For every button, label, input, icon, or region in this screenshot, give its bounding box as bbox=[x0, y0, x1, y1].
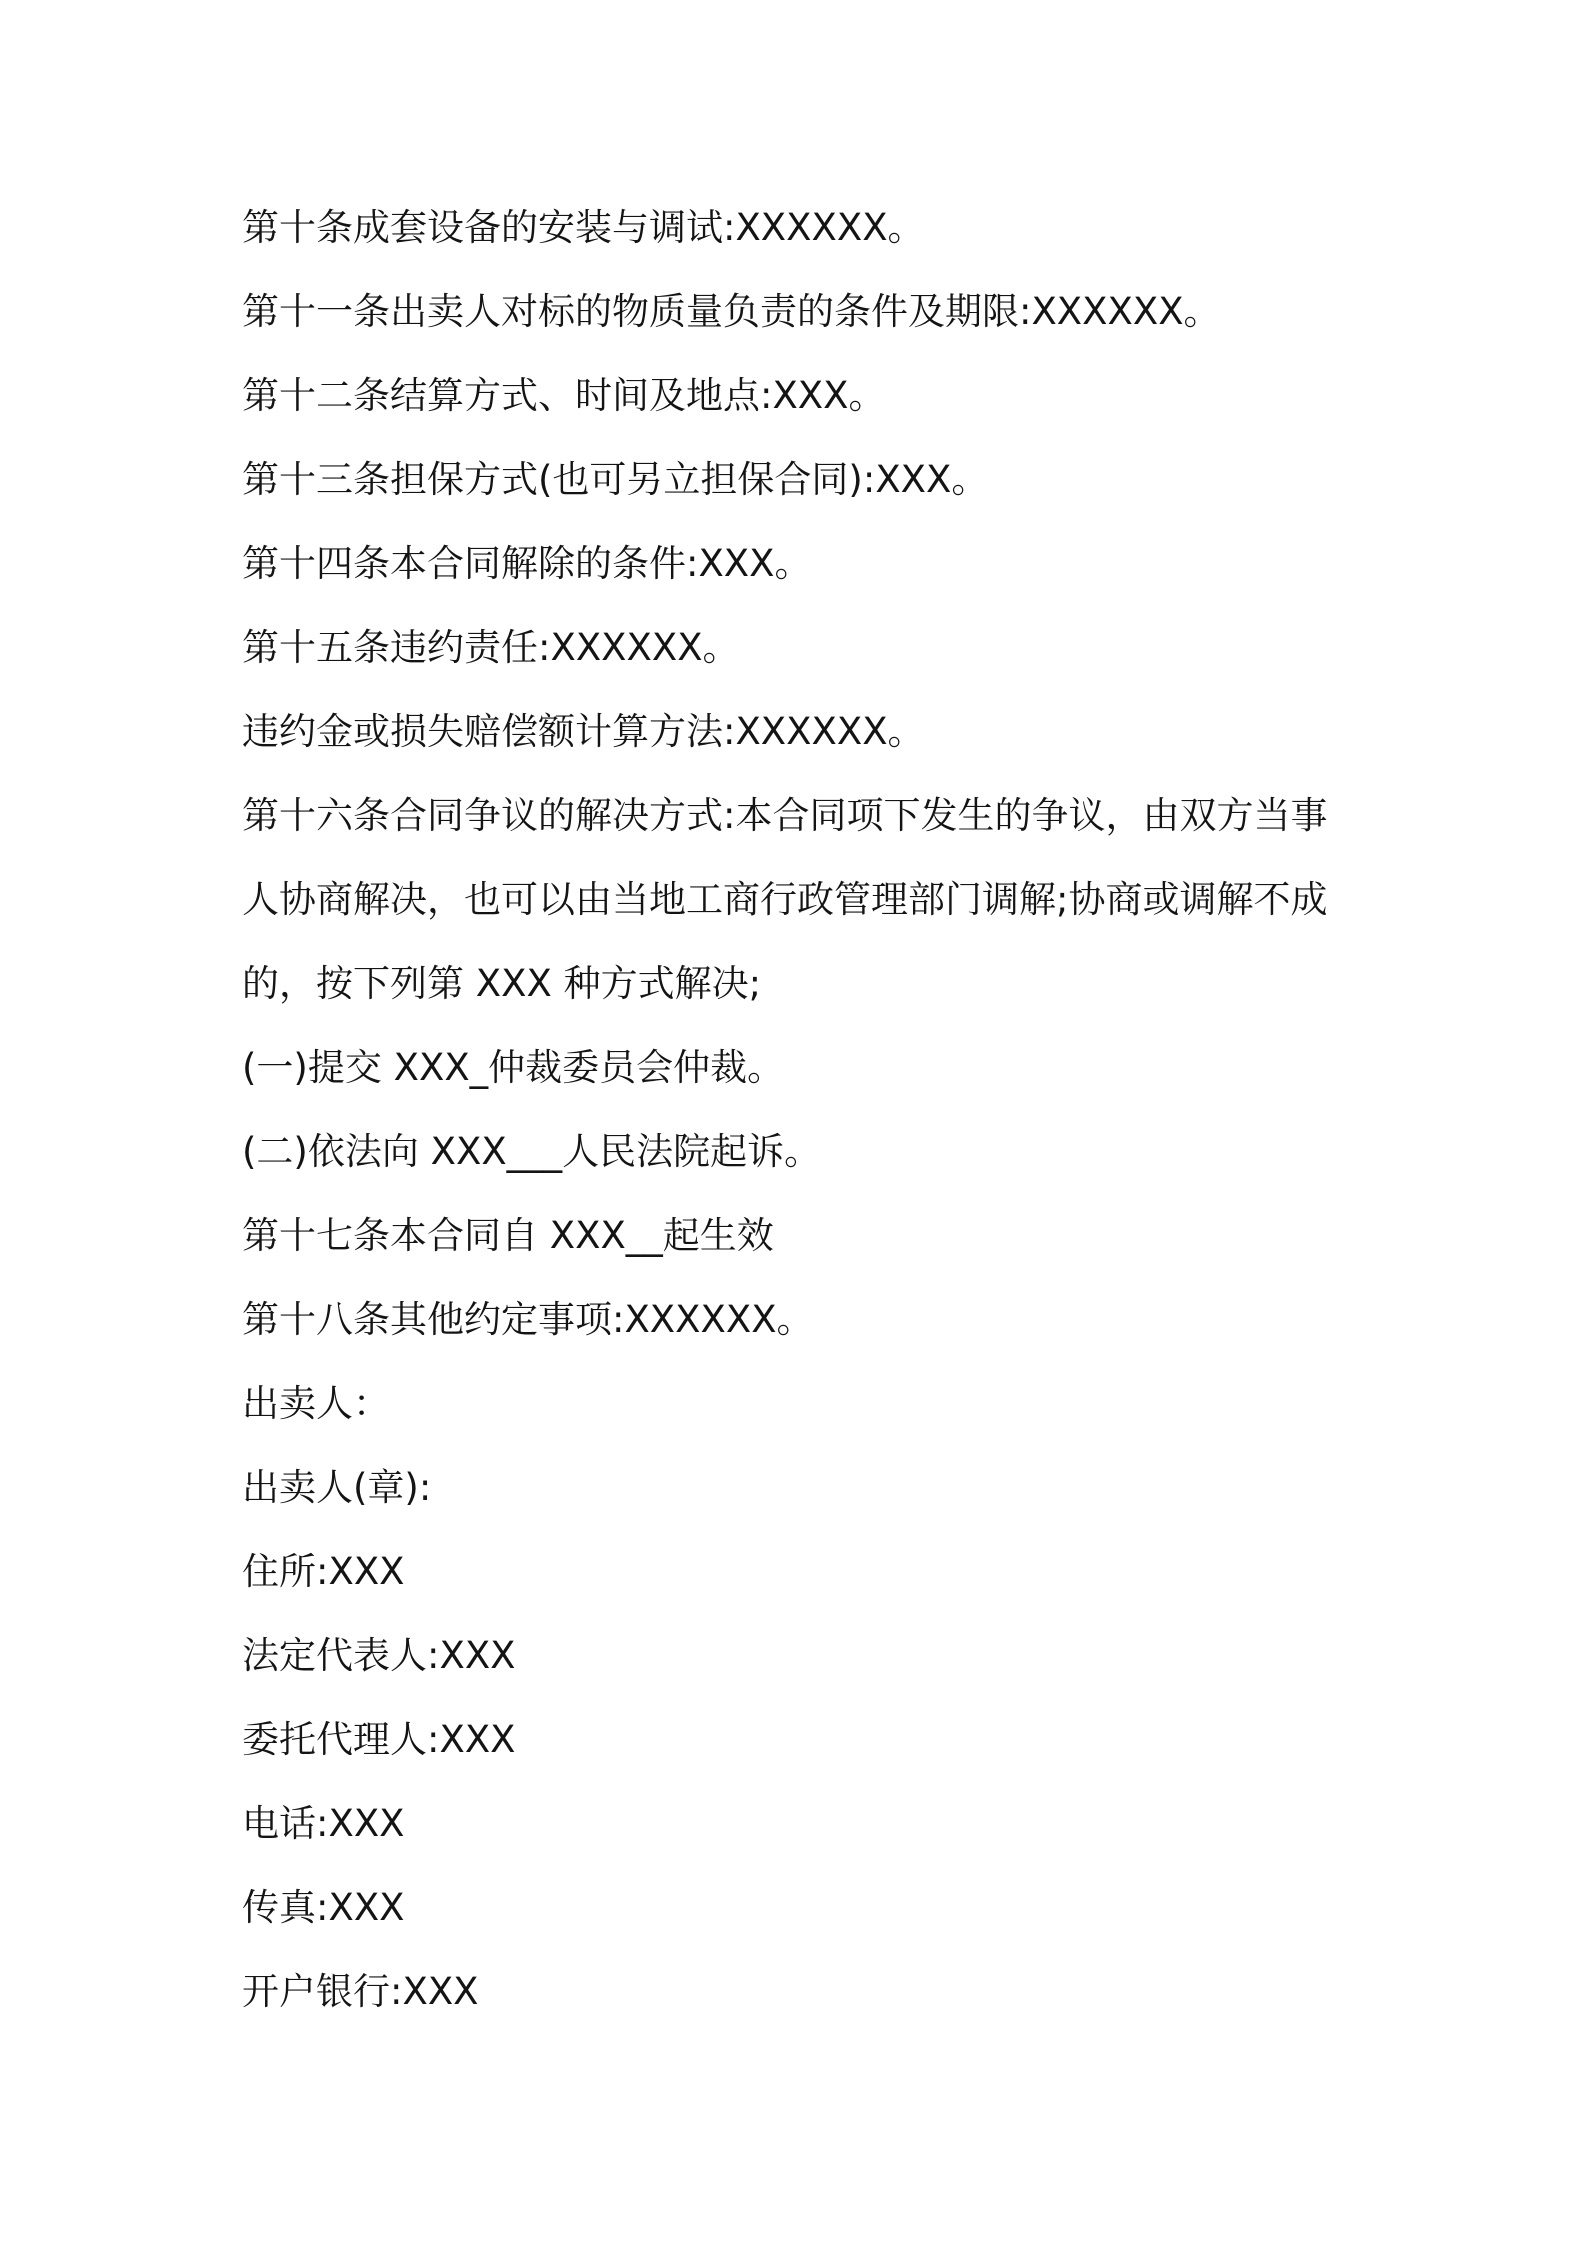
seller-legal-representative: 法定代表人:XXX bbox=[242, 1634, 516, 1677]
arbitration-option: (一)提交 XXX_仲裁委员会仲裁。 bbox=[242, 1046, 785, 1089]
seller-heading: 出卖人： bbox=[242, 1382, 390, 1425]
clause-17: 第十七条本合同自 XXX__起生效 bbox=[242, 1214, 774, 1257]
clause-13: 第十三条担保方式(也可另立担保合同):XXX。 bbox=[242, 458, 989, 501]
seller-authorized-agent: 委托代理人:XXX bbox=[242, 1718, 516, 1761]
penalty-calculation: 违约金或损失赔偿额计算方法:XXXXXX。 bbox=[242, 710, 925, 753]
litigation-option: (二)依法向 XXX___人民法院起诉。 bbox=[242, 1130, 822, 1173]
clause-11: 第十一条出卖人对标的物质量负责的条件及期限:XXXXXX。 bbox=[242, 290, 1221, 333]
clause-10: 第十条成套设备的安装与调试:XXXXXX。 bbox=[242, 206, 925, 249]
clause-15: 第十五条违约责任:XXXXXX。 bbox=[242, 626, 740, 669]
seller-fax: 传真:XXX bbox=[242, 1886, 405, 1929]
seller-seal: 出卖人(章): bbox=[242, 1466, 432, 1509]
clause-18: 第十八条其他约定事项:XXXXXX。 bbox=[242, 1298, 814, 1341]
clause-12: 第十二条结算方式、时间及地点:XXX。 bbox=[242, 374, 886, 417]
clause-14: 第十四条本合同解除的条件:XXX。 bbox=[242, 542, 812, 585]
seller-phone: 电话:XXX bbox=[242, 1802, 405, 1845]
clause-16-line-3: 的，按下列第 XXX 种方式解决; bbox=[242, 962, 762, 1005]
seller-address: 住所:XXX bbox=[242, 1550, 405, 1593]
clause-16-line-1: 第十六条合同争议的解决方式:本合同项下发生的争议，由双方当事 bbox=[242, 794, 1328, 837]
seller-bank: 开户银行:XXX bbox=[242, 1970, 479, 2013]
clause-16-line-2: 人协商解决，也可以由当地工商行政管理部门调解;协商或调解不成 bbox=[242, 878, 1328, 921]
